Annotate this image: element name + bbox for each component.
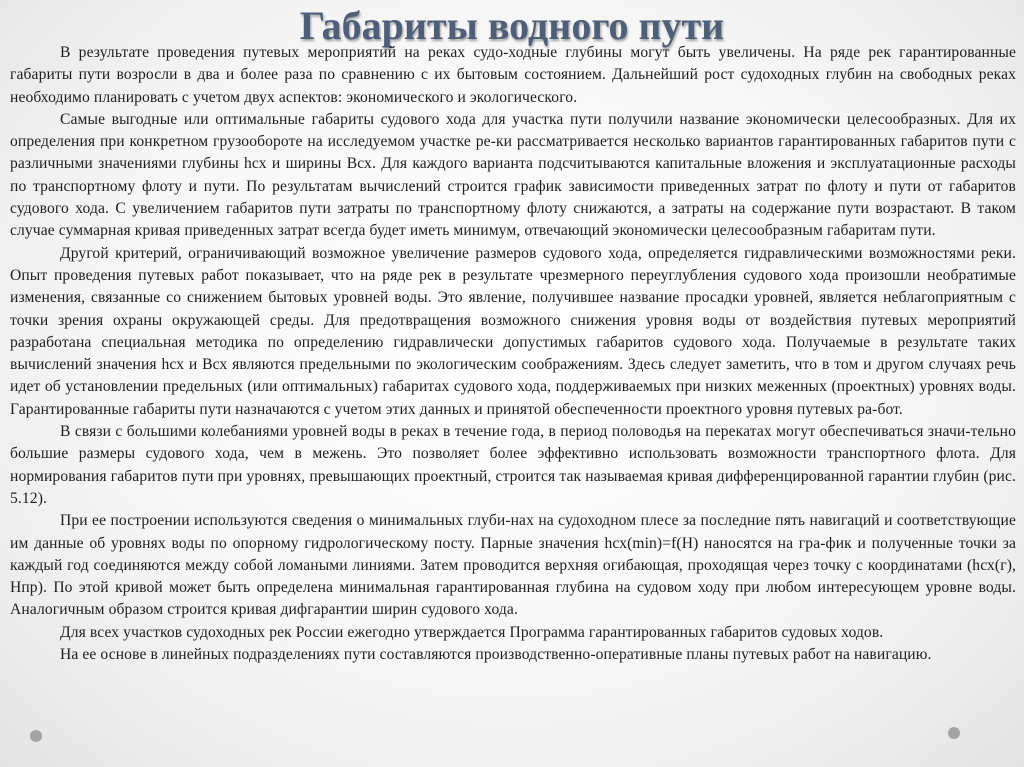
paragraph: При ее построении используются сведения о минимальных глуби-нах на судоходном плесе за последние пять навигаций и соответствующие им данные об уровнях воды по опорному гидрологическому посту. Парные значения hсх(min)=f(H) наносятся на гра-фик и полученные точки за каждый год соединяются между собой ломаными линиями. Затем проводится верхняя огибающая, проходящая через точку с координатами (hсх(г), Hпр). По этой кривой может быть определена минимальная гарантированная глубина на судовом ходу при любом интересующем уровне воды. Аналогичным образом строится кривая дифгарантии ширин судового хода. bbox=[10, 512, 1016, 619]
paragraph: Для всех участков судоходных рек России ежегодно утверждается Программа гарантированных габаритов судовых ходов. bbox=[60, 623, 884, 641]
paragraph: Другой критерий, ограничивающий возможное увеличение размеров судового хода, определяется гидравлическими возможностями реки. Опыт проведения путевых работ показывает, что на ряде рек в результате чрезмерного переуглубления судового хода произошли необратимые изменения, связанные со снижением бытовых уровней воды. Это явление, получившее название просадки уровней, является неблагоприятным с точки зрения охраны окружающей среды. Для предотвращения возможного снижения уровня воды от воздействия путевых мероприятий разработана специальная методика по определению гидравлически допустимых габаритов судового хода. Получаемые в результате таких вычислений значения hсх и Всх являются предельными по экологическим соображениям. Здесь следует заметить, что в том и другом случаях речь идет об установлении предельных (или оптимальных) габаритах судового хода, поддерживаемых при низких меженных (проектных) уровнях воды. Гарантированные габариты пути назначаются с учетом этих данных и принятой обеспеченности проектного уровня путевых ра-бот. bbox=[10, 244, 1016, 418]
paragraph: Самые выгодные или оптимальные габариты судового хода для участка пути получили название экономически целесообразных. Для их определения при конкретном грузообороте на исследуемом участке ре-ки рассматривается несколько вариантов гарантированных габаритов пути с различными значениями глубины hсх и ширины Всх. Для каждого варианта подсчитываются капитальные вложения и эксплуатационные расходы по транспортному флоту и пути. По результатам вычислений строится график зависимости приведенных затрат по флоту и пути от габаритов судового хода. С увеличением габаритов пути затраты по транспортному флоту снижаются, а затраты на содержание пути возрастают. В таком случае суммарная кривая приведенных затрат всегда будет иметь минимум, отвечающий экономически целесообразным габаритам пути. bbox=[10, 110, 1016, 240]
paragraph: В связи с большими колебаниями уровней воды в реках в течение года, в период половодья на перекатах могут обеспечиваться значи-тельно большие размеры судового хода, чем в межень. Это позволяет более эффективно использовать возможности транспортного флота. Для нормирования габаритов пути при уровнях, превышающих проектный, строится так называемая кривая дифференцированной гарантии глубин (рис. 5.12). bbox=[10, 423, 1016, 507]
slide-title: Габариты водного пути bbox=[299, 3, 725, 48]
bullet-dot-icon bbox=[30, 730, 42, 742]
paragraph: В результате проведения путевых мероприятий на реках судо-ходные глубины могут быть увеличены. На ряде рек гарантированные габариты пути возросли в два и более раза по сравнению с их бытовым состоянием. Дальнейший рост судоходных глубин на свободных реках необходимо планировать с учетом двух аспектов: экономического и экологического. bbox=[10, 44, 1016, 106]
paragraph: На ее основе в линейных подразделениях пути составляются производственно-оперативные планы путевых работ на навигацию. bbox=[60, 646, 932, 664]
bullet-dot-icon bbox=[948, 727, 960, 739]
slide-body-text bbox=[10, 42, 1016, 666]
